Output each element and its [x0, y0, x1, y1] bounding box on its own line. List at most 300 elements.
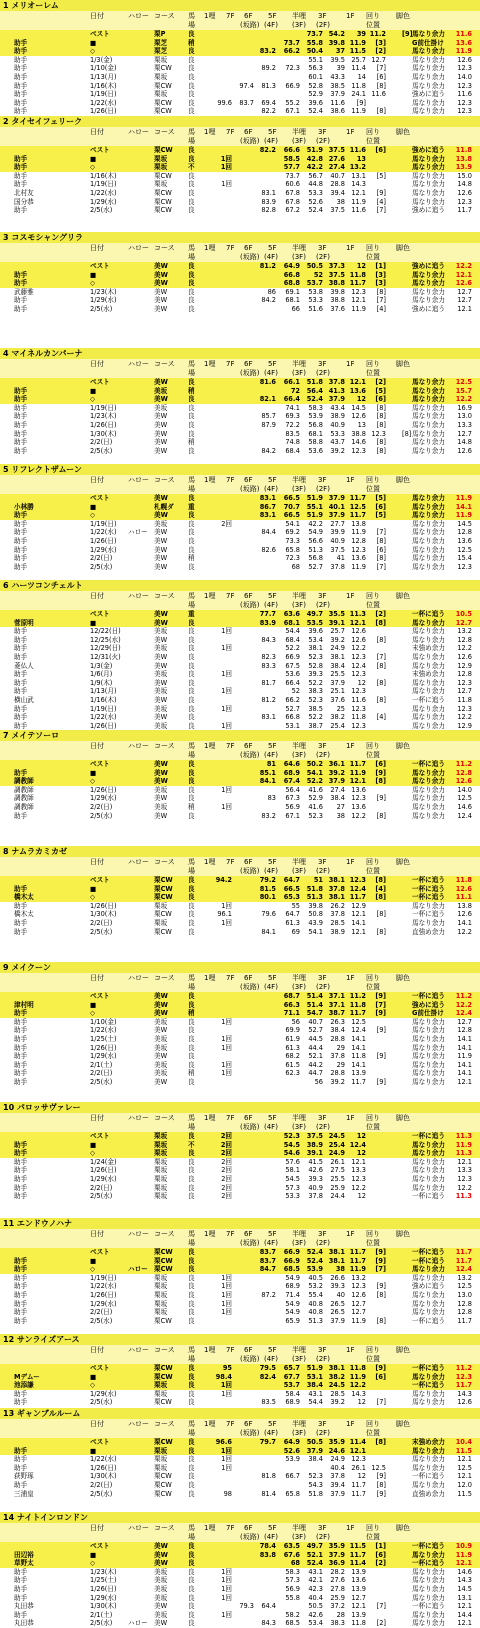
cell-track: 良: [188, 1317, 195, 1326]
header-cell: (2F): [316, 1533, 330, 1542]
cell-f3: 40.4: [330, 1464, 345, 1473]
cell-last: [4]: [377, 198, 386, 207]
cell-course: 栗坂: [154, 1175, 167, 1184]
header-cell: 脚色: [396, 1524, 410, 1533]
cell-date: ◇: [90, 1381, 95, 1390]
header-cell: (坂路): [240, 137, 259, 146]
cell-f6: 84.1: [261, 928, 276, 937]
cell-f1: 12.1: [350, 777, 366, 786]
cell-f6: 79.2: [260, 876, 276, 885]
cell-legs: 馬なり余力: [412, 47, 445, 56]
cell-date: ベスト: [90, 146, 110, 155]
cell-f6: 81.7: [261, 679, 276, 688]
header-cell: 位置: [366, 1123, 380, 1132]
cell-rider: 横山武: [14, 696, 34, 705]
cell-course: 栗芝: [154, 39, 167, 48]
cell-f6: 84.4: [261, 528, 276, 537]
column-header: [0, 359, 480, 378]
cell-f5: 54.1: [285, 520, 300, 529]
cell-course: 栗CW: [154, 107, 172, 116]
cell-course: 栗CW: [154, 189, 172, 198]
cell-legs: 馬なり余力: [412, 769, 445, 778]
cell-score: 12.5: [457, 1282, 472, 1291]
cell-mile: 1回: [221, 1069, 232, 1078]
cell-score: 12.7: [457, 296, 472, 305]
header-cell: ハロー: [128, 1346, 149, 1355]
workout-row: [0, 1576, 480, 1585]
cell-f1: 12.4: [350, 885, 366, 894]
cell-course: 栗坂: [154, 1192, 167, 1201]
cell-score: 12.9: [457, 722, 472, 730]
cell-half: 38.5: [308, 705, 323, 714]
cell-half: 52.3: [308, 1472, 323, 1481]
cell-legs: 一杯に追う: [412, 610, 445, 619]
cell-half: 39.6: [308, 99, 323, 108]
cell-half: 52.4: [308, 107, 323, 116]
cell-rider: 助手: [14, 520, 27, 529]
horse-block: [0, 348, 480, 464]
cell-f5: 66.4: [284, 395, 300, 404]
cell-last: [7]: [377, 206, 386, 215]
cell-f6: 81.6: [260, 378, 276, 387]
cell-f1: 12: [358, 679, 366, 688]
cell-f3: 37.8: [330, 1052, 345, 1061]
cell-rider: 助手: [14, 1585, 27, 1594]
cell-rider: 津村明: [14, 1001, 34, 1010]
header-cell: 1F: [346, 1420, 354, 1429]
cell-track: 良: [188, 378, 195, 387]
cell-score: 11.7: [456, 1257, 472, 1266]
cell-f5: 54.6: [284, 1149, 300, 1158]
cell-legs: 馬なり余力: [412, 1018, 445, 1027]
header-cell: 半哩: [292, 476, 306, 485]
cell-track: 良: [188, 47, 195, 56]
cell-track: 良: [188, 198, 195, 207]
cell-f3: 38.1: [329, 893, 345, 902]
cell-half: 56.8: [308, 421, 323, 430]
cell-f3: 25.9: [330, 1184, 345, 1193]
cell-track: 良: [188, 1381, 195, 1390]
cell-f1: 12.5: [350, 503, 366, 512]
header-cell: (4F): [264, 983, 278, 992]
cell-track: 良: [188, 146, 195, 155]
cell-course: 栗CW: [154, 1248, 173, 1257]
cell-track: 良: [188, 1398, 195, 1407]
header-cell: コース: [154, 360, 175, 369]
workout-row: [0, 786, 480, 795]
cell-score: 12.6: [457, 447, 472, 456]
cell-half: 55.1: [308, 56, 323, 65]
cell-rider: 三浦皇: [14, 1490, 34, 1499]
horse-name: 7 メイテソーロ: [0, 730, 480, 741]
cell-date: 2/1(土): [90, 1061, 112, 1070]
cell-f3: 38.4: [330, 662, 345, 671]
cell-course: 栗CW: [154, 82, 172, 91]
cell-f5: 57.6: [285, 1158, 300, 1167]
cell-date: ベスト: [90, 1438, 110, 1447]
header-cell: コース: [154, 128, 175, 137]
cell-track: 良: [188, 305, 195, 314]
cell-mile: 2回: [221, 1184, 232, 1193]
cell-date: 1/29(水): [90, 1300, 117, 1309]
cell-score: 12.3: [457, 107, 472, 116]
cell-date: 1/16(木): [90, 82, 117, 91]
cell-rider: 助手: [14, 172, 27, 181]
workout-row: [0, 777, 480, 786]
cell-half: 53.3: [308, 296, 323, 305]
cell-track: 良: [188, 812, 195, 821]
cell-f3: 27.5: [330, 1166, 345, 1175]
cell-legs: 馬なり余力: [412, 404, 445, 413]
cell-f3: 25: [337, 705, 345, 714]
cell-f5: 66.1: [284, 378, 300, 387]
cell-f3: 39.2: [329, 769, 345, 778]
cell-date: 1/22(水): [90, 1026, 117, 1035]
cell-rider: 助手: [14, 56, 27, 65]
cell-track: 稍: [188, 554, 195, 563]
cell-f1: 14.1: [351, 1061, 366, 1070]
cell-f5: 68.1: [284, 619, 300, 628]
header-cell: 半哩: [292, 1420, 306, 1429]
header-cell: 1哩: [204, 1420, 215, 1429]
cell-f1: 12.1: [351, 910, 366, 919]
cell-track: 不: [188, 163, 195, 172]
cell-course: 美坂: [154, 387, 167, 396]
cell-legs: 馬なり余力: [412, 511, 445, 520]
cell-mile: 1回: [221, 1308, 232, 1317]
cell-f3: 37.9: [329, 777, 345, 786]
cell-date: ◇: [90, 1149, 95, 1158]
cell-f5: 67.5: [285, 662, 300, 671]
column-header: [0, 243, 480, 262]
cell-rider: 助手: [14, 163, 27, 172]
cell-f1: 13: [358, 421, 366, 430]
cell-last: [9]: [377, 1490, 386, 1499]
cell-last: [6]: [375, 760, 386, 769]
column-header: [0, 973, 480, 992]
cell-rider: 調教師: [14, 777, 34, 786]
cell-score: 13.2: [457, 627, 472, 636]
workout-row: [0, 1175, 480, 1184]
cell-legs: 強めに追う: [412, 262, 445, 271]
cell-track: 良: [188, 206, 195, 215]
cell-course: 美W: [154, 679, 167, 688]
cell-course: 美坂: [154, 786, 167, 795]
cell-f1: 11.9: [350, 1373, 366, 1382]
cell-last: [6]: [375, 395, 386, 404]
cell-course: 美W: [154, 992, 168, 1001]
cell-course: 栗CW: [154, 64, 172, 73]
cell-half: 53.1: [307, 1373, 323, 1382]
cell-score: 12.9: [457, 662, 472, 671]
cell-f3: 37.9: [329, 511, 345, 520]
cell-track: 良: [188, 30, 195, 39]
header-cell: 1哩: [204, 592, 215, 601]
cell-last: [8]: [377, 910, 386, 919]
cell-course: 美W: [154, 412, 167, 421]
cell-course: 美W: [154, 636, 167, 645]
cell-track: 良: [188, 722, 195, 730]
column-header: [0, 1345, 480, 1364]
horse-block: [0, 1512, 480, 1628]
cell-f3: 40.9: [330, 421, 345, 430]
header-cell: 1F: [346, 244, 354, 253]
workout-row: [0, 528, 480, 537]
cell-score: 12.6: [457, 1398, 472, 1407]
header-cell: 日付: [90, 1114, 104, 1123]
cell-track: 良: [188, 687, 195, 696]
cell-f5: 65.3: [284, 893, 300, 902]
cell-f3: 37.1: [329, 1001, 345, 1010]
cell-half: 50.4: [307, 47, 323, 56]
cell-rider: 国分恭: [14, 198, 34, 207]
cell-last: [1]: [375, 262, 386, 271]
cell-f6: 83.5: [261, 1398, 276, 1407]
cell-f3: 26.1: [330, 1158, 345, 1167]
cell-track: 稍: [188, 803, 195, 812]
cell-rider: 助手: [14, 421, 27, 430]
cell-track: 良: [188, 786, 195, 795]
header-cell: 半哩: [292, 742, 306, 751]
cell-legs: 一杯に追う: [412, 1317, 445, 1326]
cell-rider: 助手: [14, 1035, 27, 1044]
cell-f5: 66.2: [284, 47, 300, 56]
cell-f1: 12.2: [351, 1184, 366, 1193]
header-cell: 馬: [188, 360, 195, 369]
cell-rider: 北村友: [14, 189, 34, 198]
cell-track: 良: [188, 1300, 195, 1309]
header-cell: 7F: [226, 858, 234, 867]
cell-f5: 67.7: [284, 1373, 300, 1382]
cell-rider: 調教師: [14, 803, 34, 812]
header-cell: 脚色: [396, 858, 410, 867]
cell-mile: 2回: [221, 1192, 232, 1201]
cell-course: 栗坂: [154, 1184, 167, 1193]
workout-row: [0, 1069, 480, 1078]
cell-date: ベスト: [90, 1364, 110, 1373]
cell-rider: 助手: [14, 296, 27, 305]
cell-rider: 池添謙: [14, 1381, 34, 1390]
header-cell: 位置: [366, 1533, 380, 1542]
cell-f5: 66.9: [284, 1257, 300, 1266]
cell-score: 12.5: [457, 794, 472, 803]
cell-legs: 馬なり余力: [412, 387, 445, 396]
cell-score: 12.6: [456, 885, 472, 894]
cell-track: 良: [188, 189, 195, 198]
cell-f1: 11.7: [350, 893, 366, 902]
cell-f1: 12.3: [351, 670, 366, 679]
cell-rider: 助手: [14, 705, 27, 714]
cell-f3: 25.5: [330, 670, 345, 679]
cell-rider: 助手: [14, 438, 27, 447]
header-cell: 6F: [244, 476, 252, 485]
cell-track: 良: [188, 421, 195, 430]
cell-f1: 12.3: [351, 1455, 366, 1464]
cell-date: ベスト: [90, 760, 110, 769]
cell-rider: 助手: [14, 1317, 27, 1326]
cell-last: [8]: [377, 537, 386, 546]
cell-date: 1/16(木): [90, 696, 117, 705]
header-cell: (3F): [292, 1239, 306, 1248]
cell-last: 12.5: [371, 1464, 386, 1473]
cell-legs: 一杯に追う: [412, 1472, 445, 1481]
header-cell: (4F): [264, 1429, 278, 1438]
cell-mile: 1回: [221, 155, 232, 164]
header-cell: 1哩: [204, 476, 215, 485]
cell-rider: 丸田恭: [14, 1602, 34, 1611]
cell-legs: 強めに追う: [412, 206, 445, 215]
cell-half: 44.4: [308, 1044, 323, 1053]
cell-score: 15.4: [457, 554, 472, 563]
header-cell: 1哩: [204, 1230, 215, 1239]
cell-f6: 81.3: [261, 82, 276, 91]
cell-legs: 強めに追う: [412, 90, 445, 99]
workout-row: [0, 288, 480, 297]
cell-rider: 助手: [14, 537, 27, 546]
header-cell: 6F: [244, 128, 252, 137]
header-cell: 5F: [268, 128, 276, 137]
cell-track: 良: [188, 713, 195, 722]
cell-date: 1/26(日): [90, 902, 117, 911]
cell-f3: 37.9: [330, 679, 345, 688]
column-header: [0, 1419, 480, 1438]
cell-half: 53.6: [308, 447, 323, 456]
cell-track: 良: [188, 1044, 195, 1053]
cell-score: 12.1: [456, 271, 472, 280]
cell-date: 2/2(日): [90, 1481, 112, 1490]
cell-legs: 馬なり余力: [412, 1576, 445, 1585]
cell-half: 38.4: [308, 1455, 323, 1464]
cell-half: 50.5: [307, 1438, 323, 1447]
cell-date: 1/26(日): [90, 786, 117, 795]
cell-track: 重: [188, 610, 195, 619]
cell-f3: 25.4: [330, 722, 345, 730]
cell-last: [8]: [377, 288, 386, 297]
cell-score: 11.2: [456, 1364, 472, 1373]
cell-score: 11.9: [457, 1052, 472, 1061]
workout-row: [0, 206, 480, 215]
header-cell: (4F): [264, 751, 278, 760]
cell-f3: 24.4: [330, 1192, 345, 1201]
cell-score: 11.1: [456, 893, 472, 902]
cell-legs: 馬なり余力: [412, 1464, 445, 1473]
cell-half: 51.9: [307, 494, 323, 503]
cell-f1: 11.9: [350, 1265, 366, 1274]
cell-score: 13.8: [457, 902, 472, 911]
cell-legs: 馬なり余力: [412, 777, 445, 786]
cell-f5: 54.9: [285, 1274, 300, 1283]
cell-course: 栗坂: [154, 1274, 167, 1283]
cell-track: 良: [188, 1490, 195, 1499]
cell-track: 良: [188, 1257, 195, 1266]
workout-row: [0, 1035, 480, 1044]
cell-f5: 66.9: [285, 653, 300, 662]
workout-row: [0, 1149, 480, 1158]
cell-f5: 68.4: [285, 447, 300, 456]
cell-date: 1/29(水): [90, 296, 117, 305]
workout-row: [0, 794, 480, 803]
cell-score: 14.6: [457, 1568, 472, 1577]
cell-f1: 13.9: [351, 1611, 366, 1620]
cell-track: 良: [188, 893, 195, 902]
cell-legs: 馬なり余力: [412, 198, 445, 207]
header-cell: 7F: [226, 1346, 234, 1355]
cell-half: 38.9: [307, 1141, 323, 1150]
cell-f5: 74.1: [285, 404, 300, 413]
cell-legs: 強めに追う: [412, 1282, 445, 1291]
cell-f6: 79.5: [260, 1364, 276, 1373]
cell-rider: 助手: [14, 636, 27, 645]
header-cell: (3F): [292, 1429, 306, 1438]
cell-course: 栗CW: [154, 1257, 173, 1266]
cell-course: 栗CW: [154, 99, 172, 108]
cell-course: 美W: [154, 554, 167, 563]
cell-score: 11.7: [457, 206, 472, 215]
cell-legs: 馬なり余力: [412, 421, 445, 430]
cell-rider: 草野太: [14, 1559, 34, 1568]
cell-f3: 26.3: [330, 1018, 345, 1027]
cell-f3: 39.3: [330, 1282, 345, 1291]
header-cell: 半哩: [292, 1524, 306, 1533]
cell-course: 美W: [154, 812, 167, 821]
cell-score: 12.1: [457, 1078, 472, 1087]
cell-f5: 64.6: [284, 760, 300, 769]
cell-mile: 1回: [221, 786, 232, 795]
cell-legs: 馬なり余力: [412, 528, 445, 537]
cell-date: 2/5(水): [90, 305, 112, 314]
header-cell: 馬: [188, 1420, 195, 1429]
cell-track: 良: [188, 1472, 195, 1481]
cell-f5: 67.3: [285, 794, 300, 803]
cell-f3: 11.6: [330, 99, 345, 108]
header-cell: (2F): [316, 1355, 330, 1364]
workout-row: [0, 1141, 480, 1150]
column-header: [0, 741, 480, 760]
cell-course: 栗CW: [154, 885, 173, 894]
cell-f3: 38.2: [329, 1373, 345, 1382]
header-cell: (4F): [264, 1533, 278, 1542]
cell-rider: 助手: [14, 1158, 27, 1167]
cell-course: 栗坂: [154, 1291, 167, 1300]
cell-f3: 38.9: [330, 928, 345, 937]
cell-half: 51.8: [308, 1490, 323, 1499]
cell-rider: 丸田恭: [14, 1619, 34, 1628]
cell-last: [8]: [377, 679, 386, 688]
cell-course: 美W: [154, 769, 168, 778]
cell-score: 12.0: [457, 1481, 472, 1490]
cell-half: 52.7: [308, 1026, 323, 1035]
cell-f3: 37.9: [330, 1317, 345, 1326]
cell-f1: 12.6: [351, 412, 366, 421]
cell-last: [2]: [375, 610, 386, 619]
cell-f1: 13.8: [351, 520, 366, 529]
cell-f1: 12: [357, 395, 366, 404]
header-cell: 3F: [318, 858, 326, 867]
cell-course: 栗坂: [154, 1390, 167, 1399]
horse-name: 4 マイネルカンパーナ: [0, 348, 480, 359]
cell-score: 12.6: [456, 777, 472, 786]
cell-legs: 馬なり余力: [412, 636, 445, 645]
cell-f1: 13.6: [351, 554, 366, 563]
workout-row: [0, 163, 480, 172]
cell-last: [8]: [377, 447, 386, 456]
cell-score: 11.3: [456, 1149, 472, 1158]
cell-score: 14.3: [457, 1390, 472, 1399]
cell-f5: 55.2: [285, 99, 300, 108]
header-cell: 場: [188, 867, 195, 876]
cell-date: ■: [90, 1001, 96, 1010]
header-cell: 7F: [226, 1420, 234, 1429]
